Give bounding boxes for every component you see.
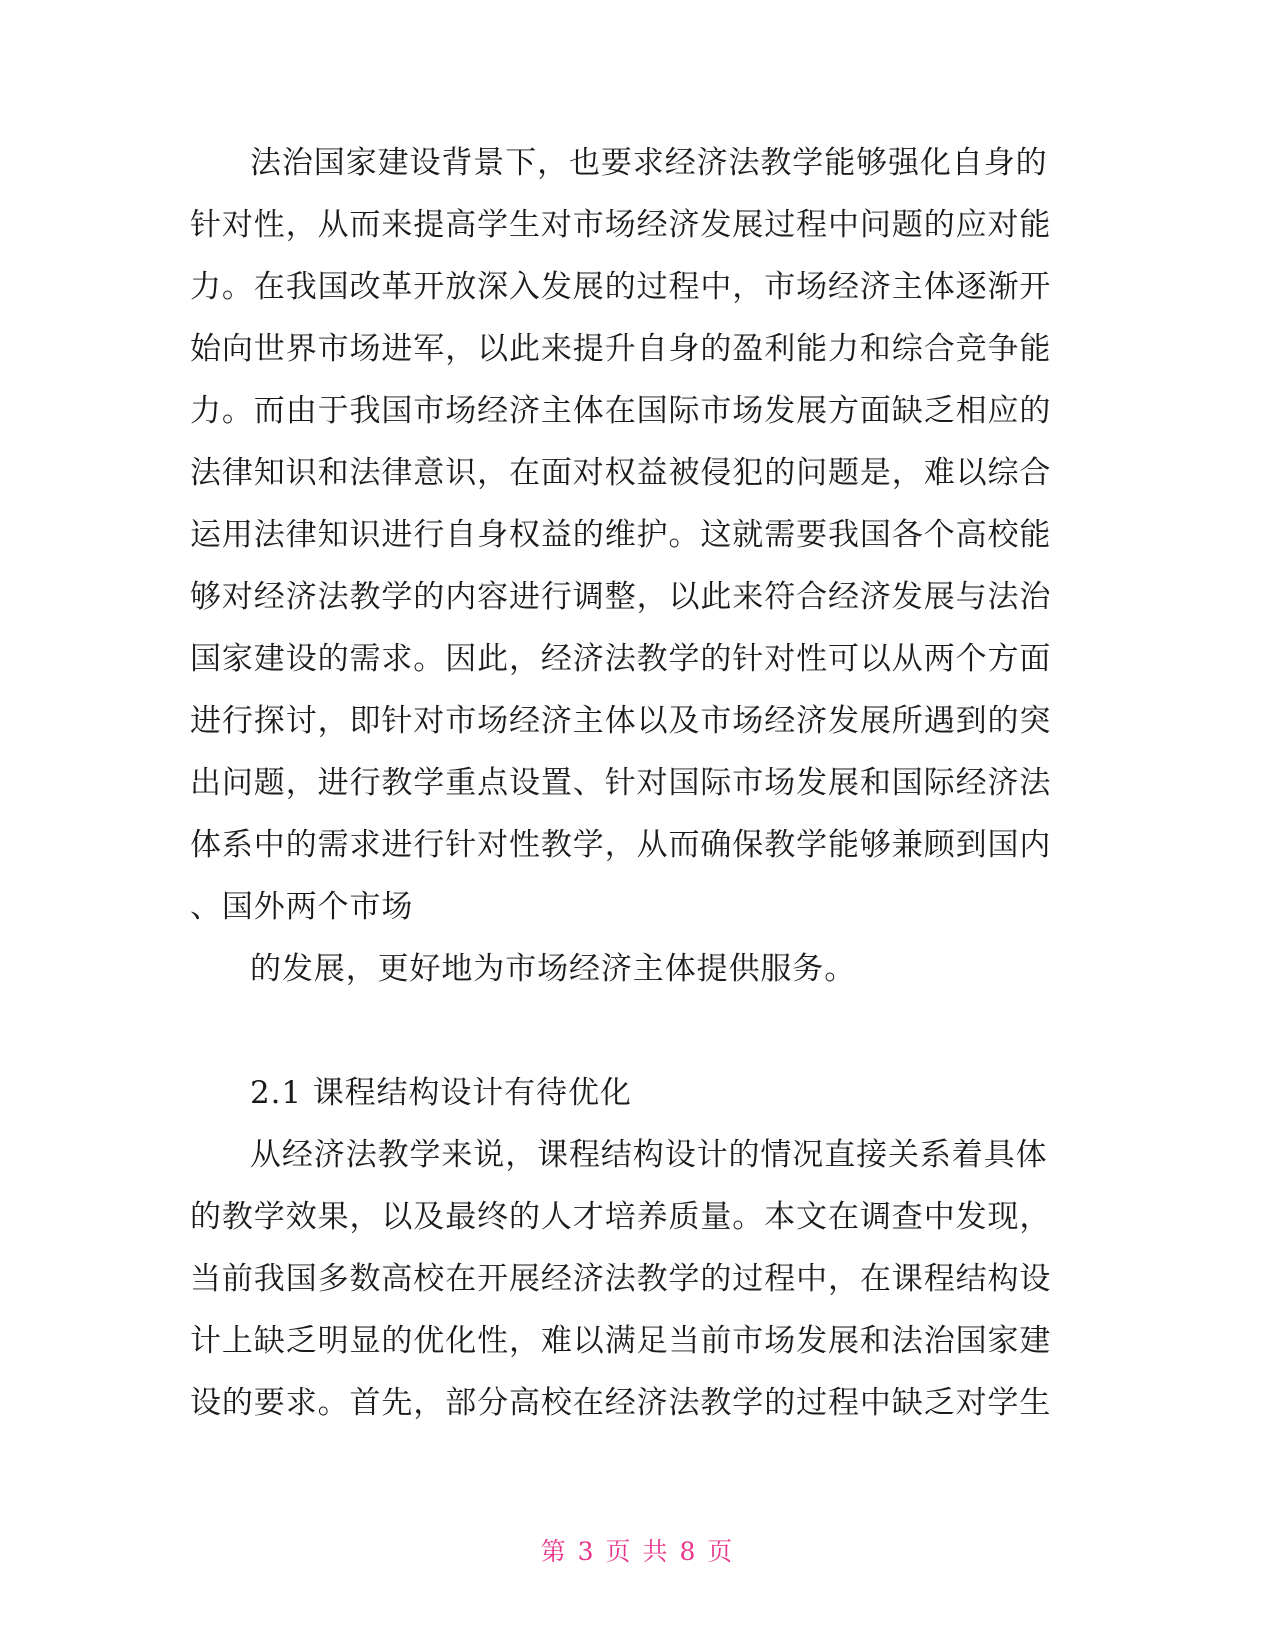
paragraph-3-line: 设的要求。首先，部分高校在经济法教学的过程中缺乏对学生: [190, 1385, 1052, 1421]
paragraph-1-line: 国家建设的需求。因此，经济法教学的针对性可以从两个方面: [190, 641, 1052, 677]
paragraph-1-line: 体系中的需求进行针对性教学，从而确保教学能够兼顾到国内: [190, 827, 1052, 863]
footer-label-prefix: 第: [540, 1537, 568, 1566]
section-heading: 2.1 课程结构设计有待优化: [250, 1075, 632, 1111]
page-footer: [0, 1537, 1275, 1567]
paragraph-1-line: 力。而由于我国市场经济主体在国际市场发展方面缺乏相应的: [190, 393, 1052, 429]
paragraph-1-line: 、国外两个市场: [190, 889, 414, 925]
paragraph-1-line: 始向世界市场进军，以此来提升自身的盈利能力和综合竞争能: [190, 331, 1052, 367]
paragraph-3-line: 的教学效果，以及最终的人才培养质量。本文在调查中发现，: [190, 1199, 1052, 1235]
paragraph-2: 的发展，更好地为市场经济主体提供服务。: [250, 951, 857, 987]
paragraph-1-line: 够对经济法教学的内容进行调整，以此来符合经济发展与法治: [190, 579, 1052, 615]
paragraph-1-line: 针对性，从而来提高学生对市场经济发展过程中问题的应对能: [190, 207, 1052, 243]
paragraph-1-line: 力。在我国改革开放深入发展的过程中，市场经济主体逐渐开: [190, 269, 1052, 305]
paragraph-3-line: 从经济法教学来说，课程结构设计的情况直接关系着具体: [250, 1137, 1048, 1173]
paragraph-1-line: 法律知识和法律意识，在面对权益被侵犯的问题是，难以综合: [190, 455, 1052, 491]
paragraph-1-line: 进行探讨，即针对市场经济主体以及市场经济发展所遇到的突: [190, 703, 1052, 739]
total-pages-number: 8: [679, 1537, 698, 1566]
paragraph-1-line: 法治国家建设背景下，也要求经济法教学能够强化自身的: [250, 145, 1048, 181]
paragraph-1-line: 运用法律知识进行自身权益的维护。这就需要我国各个高校能: [190, 517, 1052, 553]
paragraph-3-line: 计上缺乏明显的优化性，难以满足当前市场发展和法治国家建: [190, 1323, 1052, 1359]
current-page-number: 3: [577, 1537, 596, 1566]
footer-label-suffix: 页: [707, 1537, 735, 1566]
footer-label-page: 页: [605, 1537, 633, 1566]
paragraph-1-line: 出问题，进行教学重点设置、针对国际市场发展和国际经济法: [190, 765, 1052, 801]
paragraph-3-line: 当前我国多数高校在开展经济法教学的过程中，在课程结构设: [190, 1261, 1052, 1297]
footer-label-total: 共: [642, 1537, 670, 1566]
